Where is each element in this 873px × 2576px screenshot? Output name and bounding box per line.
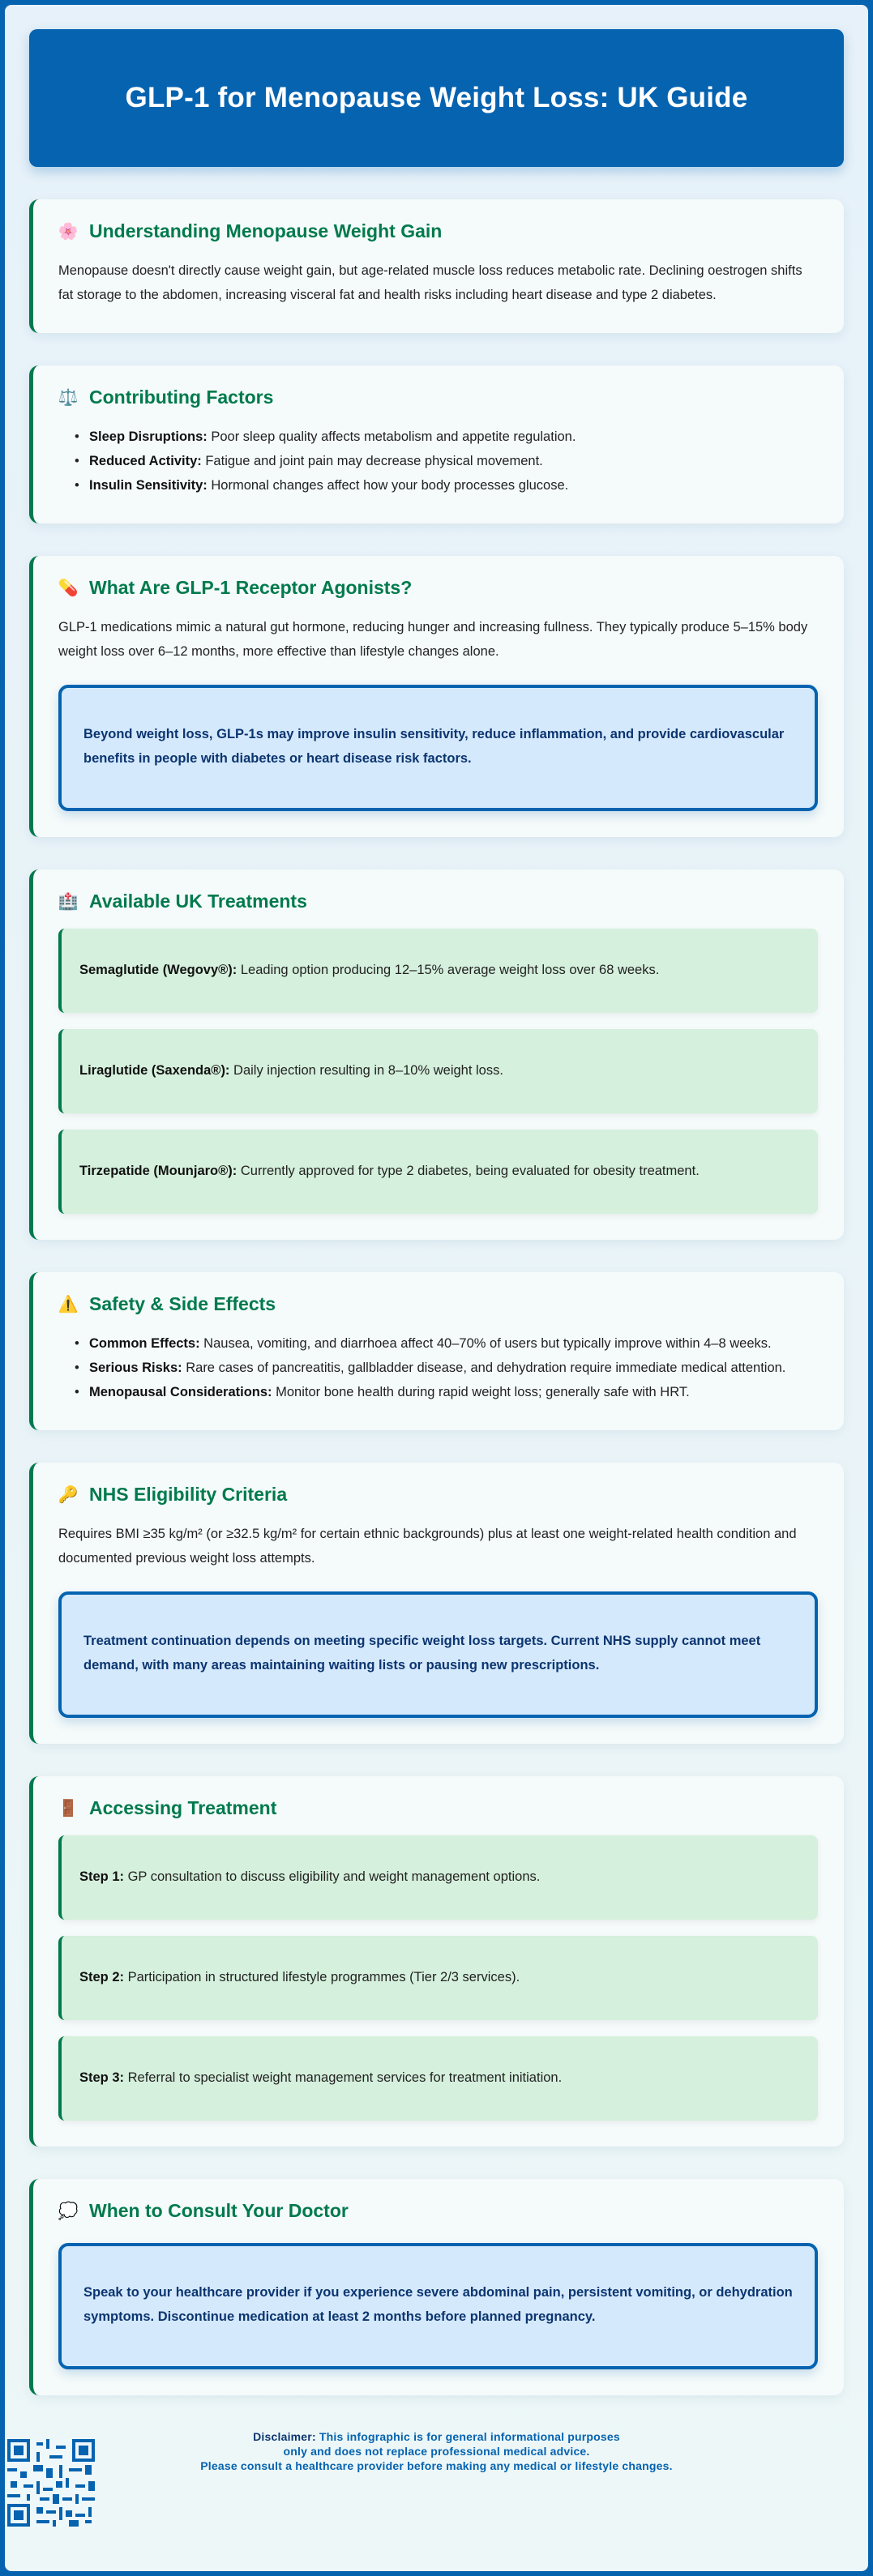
list-item: [75, 425, 818, 449]
treatment-card: [58, 929, 818, 1013]
section-nhs-eligibility: [29, 1463, 844, 1744]
item-text: Poor sleep quality affects metabolism and appetite regulation.: [207, 429, 576, 444]
disclaimer-text: This infographic is for general informational purposes: [315, 2430, 620, 2443]
step-description: Participation in structured lifestyle programmes (Tier 2/3 services).: [124, 1970, 520, 1984]
section-body: Requires BMI ≥35 kg/m² (or ≥32.5 kg/m² for certain ethnic backgrounds) plus at least one weight-related health condition and documented previous weight loss attempts.: [58, 1527, 797, 1566]
key-icon: 🔑: [58, 1486, 79, 1504]
list-item: [75, 473, 818, 498]
hospital-icon: 🏥: [58, 893, 79, 911]
section-safety: [29, 1272, 844, 1430]
item-text: Nausea, vomiting, and diarrhoea affect 40–70% of users but typically improve within 4–8 weeks.: [199, 1336, 772, 1351]
highlight-box: Treatment continuation depends on meeting specific weight loss targets. Current NHS supply cannot meet demand, with many areas maintaining waiting lists or pausing new prescriptions.: [58, 1591, 818, 1718]
section-body: GLP-1 medications mimic a natural gut hormone, reducing hunger and increasing fullness. They typically produce 5–15% body weight loss over 6–12 months, more effective than lifestyle changes alone.: [58, 620, 808, 659]
list-item: [75, 449, 818, 473]
thought-bubble-icon: 💭: [58, 2202, 79, 2220]
warning-icon: ⚠️: [58, 1296, 79, 1314]
cherry-blossom-icon: 🌸: [58, 223, 79, 241]
treatment-description: Currently approved for type 2 diabetes, being evaluated for obesity treatment.: [237, 1164, 700, 1178]
section-uk-treatments: [29, 869, 844, 1240]
step-card: [58, 1936, 818, 2020]
item-label: Reduced Activity:: [89, 454, 202, 468]
section-title: Accessing Treatment: [89, 1797, 277, 1818]
section-title: Available UK Treatments: [89, 891, 307, 912]
item-label: Serious Risks:: [89, 1361, 182, 1375]
footer: [29, 2395, 844, 2517]
item-text: Monitor bone health during rapid weight loss; generally safe with HRT.: [272, 1385, 690, 1399]
section-title: What Are GLP-1 Receptor Agonists?: [89, 577, 413, 598]
highlight-box: Speak to your healthcare provider if you experience severe abdominal pain, persistent vomiting, or dehydration symptoms. Discontinue medication at least 2 months before planned pregnancy.: [58, 2243, 818, 2369]
treatment-description: Leading option producing 12–15% average weight loss over 68 weeks.: [237, 963, 660, 977]
disclaimer-text: Please consult a healthcare provider before making any medical or lifestyle changes.: [200, 2459, 673, 2472]
section-title: Safety & Side Effects: [89, 1293, 276, 1314]
page-header: [29, 29, 844, 167]
pill-icon: 💊: [58, 579, 79, 597]
disclaimer-text: only and does not replace professional medical advice.: [283, 2445, 590, 2458]
treatment-card: [58, 1029, 818, 1113]
item-label: Common Effects:: [89, 1336, 200, 1351]
section-title: Understanding Menopause Weight Gain: [89, 220, 443, 241]
section-accessing-treatment: [29, 1776, 844, 2147]
treatment-description: Daily injection resulting in 8–10% weight loss.: [229, 1063, 503, 1078]
treatment-card: [58, 1130, 818, 1214]
page-title: GLP-1 for Menopause Weight Loss: UK Guide: [125, 82, 748, 113]
step-description: GP consultation to discuss eligibility and weight management options.: [124, 1869, 541, 1884]
step-label: Step 2:: [79, 1970, 125, 1984]
section-understanding: [29, 199, 844, 333]
balance-scale-icon: ⚖️: [58, 389, 79, 407]
item-text: Rare cases of pancreatitis, gallbladder disease, and dehydration require immediate medical attention.: [182, 1361, 786, 1375]
list-item: [75, 1356, 818, 1380]
step-label: Step 1:: [79, 1869, 125, 1884]
step-card: [58, 1835, 818, 1920]
section-title: Contributing Factors: [89, 387, 274, 408]
disclaimer: [29, 2395, 844, 2473]
section-title: When to Consult Your Doctor: [89, 2200, 349, 2221]
section-consult-doctor: [29, 2179, 844, 2395]
step-label: Step 3:: [79, 2070, 125, 2085]
section-contributing-factors: [29, 365, 844, 523]
door-icon: 🚪: [58, 1800, 79, 1818]
item-text: Hormonal changes affect how your body processes glucose.: [207, 478, 569, 493]
section-glp1-agonists: [29, 556, 844, 837]
item-label: Sleep Disruptions:: [89, 429, 208, 444]
treatment-name: Semaglutide (Wegovy®):: [79, 963, 238, 977]
treatment-name: Tirzepatide (Mounjaro®):: [79, 1164, 238, 1178]
disclaimer-label: Disclaimer:: [253, 2430, 316, 2443]
list-item: [75, 1380, 818, 1404]
list-item: [75, 1331, 818, 1356]
treatment-name: Liraglutide (Saxenda®):: [79, 1063, 230, 1078]
section-title: NHS Eligibility Criteria: [89, 1484, 288, 1505]
step-card: [58, 2036, 818, 2121]
step-description: Referral to specialist weight management services for treatment initiation.: [124, 2070, 563, 2085]
item-label: Insulin Sensitivity:: [89, 478, 208, 493]
section-body: Menopause doesn't directly cause weight gain, but age-related muscle loss reduces metabolic rate. Declining oestrogen shifts fat storage to the abdomen, increasing visceral fat and health risks including heart disease and type 2 diabetes.: [58, 263, 802, 302]
safety-list: [58, 1331, 818, 1404]
item-label: Menopausal Considerations:: [89, 1385, 272, 1399]
factors-list: [58, 425, 818, 498]
item-text: Fatigue and joint pain may decrease physical movement.: [201, 454, 543, 468]
qr-code[interactable]: [7, 2439, 95, 2527]
highlight-box: Beyond weight loss, GLP-1s may improve insulin sensitivity, reduce inflammation, and provide cardiovascular benefits in people with diabetes or heart disease risk factors.: [58, 685, 818, 811]
